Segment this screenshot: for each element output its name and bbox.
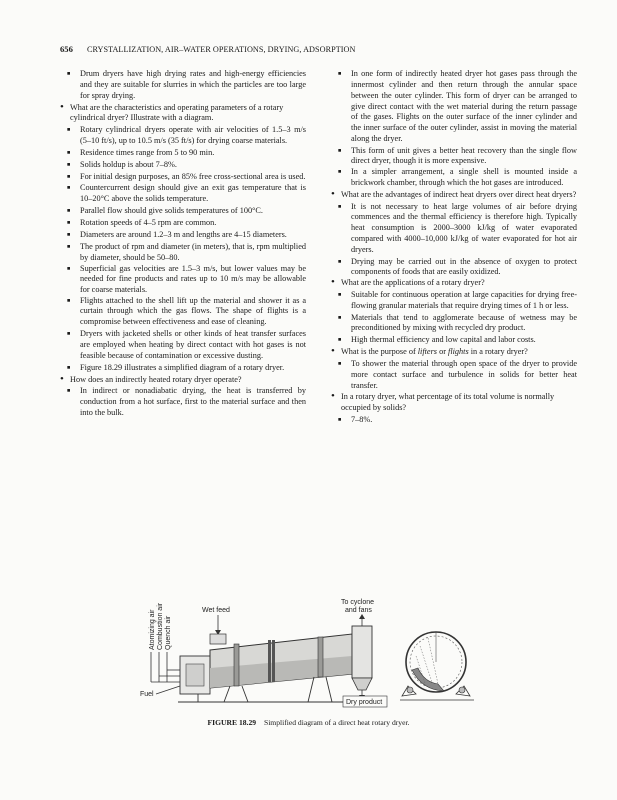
- page-number: 656: [60, 44, 73, 54]
- answer-item: ■ Countercurrent design should give an exit gas temperature that is 10–20°C above the solids temperature.: [60, 183, 306, 205]
- riding-ring: [234, 644, 239, 686]
- question-text: What is the purpose of: [341, 347, 418, 357]
- to-cyclone-label: To cyclone: [341, 599, 375, 606]
- answer-item: ■ For initial design purposes, an 85% free cross-sectional area is used.: [60, 172, 306, 183]
- question-item: • In a rotary dryer, what percentage of its total volume is normally occupied by solids?: [331, 392, 577, 414]
- italic-term: flights: [448, 347, 469, 357]
- answer-item: ■ 7–8%.: [331, 415, 577, 426]
- answer-item: ■ Drying may be carried out in the absence of oxygen to protect components of foods that are easily oxidized.: [331, 257, 577, 277]
- discharge-chute: [352, 678, 372, 690]
- atomizing-air-label: Atomizing air: [149, 609, 156, 650]
- answer-item: ■ Rotary cylindrical dryers operate with air velocities of 1.5–3 m/s (5–10 ft/s), up to 10.5 m/s (35 ft/s) for drying coarse materials.: [60, 125, 306, 147]
- answer-item: ■ Materials that tend to agglomerate because of wetness may be preconditioned by mixing with recycled dry product.: [331, 313, 577, 335]
- question-item: • What are the applications of a rotary dryer?: [331, 278, 577, 289]
- answer-item: ■ Rotation speeds of 4–5 rpm are common.: [60, 218, 306, 229]
- answer-item: ■ Dryers with jacketed shells or other kinds of heat transfer surfaces are employed when heating by direct contact with hot gases is not feasible because of contamination or excessive dusting.: [60, 329, 306, 362]
- dry-product-label: Dry product: [346, 699, 383, 706]
- answer-item: ■ In a simpler arrangement, a single shell is mounted inside a brickwork chamber, through which the hot gases are introduced.: [331, 167, 577, 189]
- discharge-hood: [352, 626, 372, 678]
- fuel-label: Fuel: [140, 691, 154, 698]
- rotary-dryer-diagram: [138, 590, 478, 708]
- combustion-air-label: Combustion air: [157, 602, 164, 650]
- figure-caption: [0, 718, 617, 727]
- feed-hopper: [210, 634, 226, 644]
- fuel-line: [156, 686, 180, 694]
- right-column: [331, 69, 577, 427]
- rotary-dryer-figure: [138, 590, 478, 708]
- burner: [186, 664, 204, 686]
- answer-item: ■ The product of rpm and diameter (in meters), that is, rpm multiplied by diameter, should be 50–80.: [60, 242, 306, 264]
- drive-gear: [268, 640, 271, 682]
- answer-item: ■ Solids holdup is about 7–8%.: [60, 160, 306, 171]
- question-text: in a rotary dryer?: [468, 347, 528, 357]
- air-inlet-lines: [151, 652, 180, 682]
- figure-caption-text: Simplified diagram of a direct heat rotary dryer.: [263, 718, 410, 727]
- answer-item: ■ Diameters are around 1.2–3 m and lengths are 4–15 diameters.: [60, 230, 306, 241]
- quench-air-label: Quench air: [165, 615, 172, 650]
- left-column: [60, 69, 306, 420]
- question-item: • What are the advantages of indirect heat dryers over direct heat dryers?: [331, 190, 577, 201]
- running-title: CRYSTALLIZATION, AIR–WATER OPERATIONS, DRYING, ADSORPTION: [86, 45, 356, 54]
- italic-term: lifters: [417, 347, 438, 357]
- answer-item: ■ Figure 18.29 illustrates a simplified diagram of a rotary dryer.: [60, 363, 306, 374]
- question-text: or: [437, 347, 449, 357]
- answer-item: ■ Flights attached to the shell lift up the material and shower it as a curtain through which the gas flows. The shape of flights is a compromise between effectiveness and ease of cleaning.: [60, 296, 306, 329]
- answer-item: ■ Residence times range from 5 to 90 min.: [60, 148, 306, 159]
- and-fans-label: and fans: [345, 607, 372, 614]
- drum-cross-section: [400, 632, 474, 700]
- answer-item: ■ High thermal efficiency and low capital and labor costs.: [331, 335, 577, 346]
- exhaust-arrowhead: [359, 614, 365, 619]
- answer-item: ■ In indirect or nonadiabatic drying, the heat is transferred by conduction from a hot surface, first to the material surface and then into the bulk.: [60, 386, 306, 419]
- answer-item: ■ Suitable for continuous operation at large capacities for drying free-flowing granular materials that require drying times of 1 h or less.: [331, 290, 577, 312]
- answer-item: ■ It is not necessary to heat large volumes of air before drying commences and the thermal efficiency is therefore high. Typically heat consumption is 2000–3000 kJ/kg of water evaporated compared with 4000–10,000 kJ/kg of water evaporated for hot air dryers.: [331, 202, 577, 256]
- answer-item: ■ This form of unit gives a better heat recovery than the single flow direct dryer, though it is more expensive.: [331, 146, 577, 166]
- answer-item: ■ Parallel flow should give solids temperatures of 100°C.: [60, 206, 306, 217]
- answer-item: ■ In one form of indirectly heated dryer hot gases pass through the innermost cylinder and then return through the annular space between the outer cylinder. This form of dryer can be arranged to give direct contact with the wet material during the return passage of the gases. Flights on the outer surface of the inner cylinder and the inner surface of the outer cylinder, assist in moving the material along the dryer.: [331, 69, 577, 145]
- riding-ring: [318, 637, 323, 677]
- question-item: • What are the characteristics and operating parameters of a rotary cylindrical dryer? Illustrate with a diagram.: [60, 103, 306, 125]
- figure-label: FIGURE 18.29: [207, 718, 257, 727]
- answer-item: ■ Superficial gas velocities are 1.5–3 m/s, but lower values may be needed for fine products and rates up to 10 m/s may be allowable for coarse materials.: [60, 264, 306, 294]
- page-header: [60, 44, 355, 54]
- drive-gear: [272, 640, 275, 682]
- answer-item: ■ Drum dryers have high drying rates and high-energy efficiencies and they are suitable for slurries in which the particles are too large for spray drying.: [60, 69, 306, 102]
- wet-feed-label: Wet feed: [202, 607, 230, 614]
- question-item: • How does an indirectly heated rotary dryer operate?: [60, 375, 306, 386]
- answer-item: ■ To shower the material through open space of the dryer to provide more contact surface and turbulence in solids for better heat transfer.: [331, 359, 577, 392]
- question-item: [331, 347, 577, 358]
